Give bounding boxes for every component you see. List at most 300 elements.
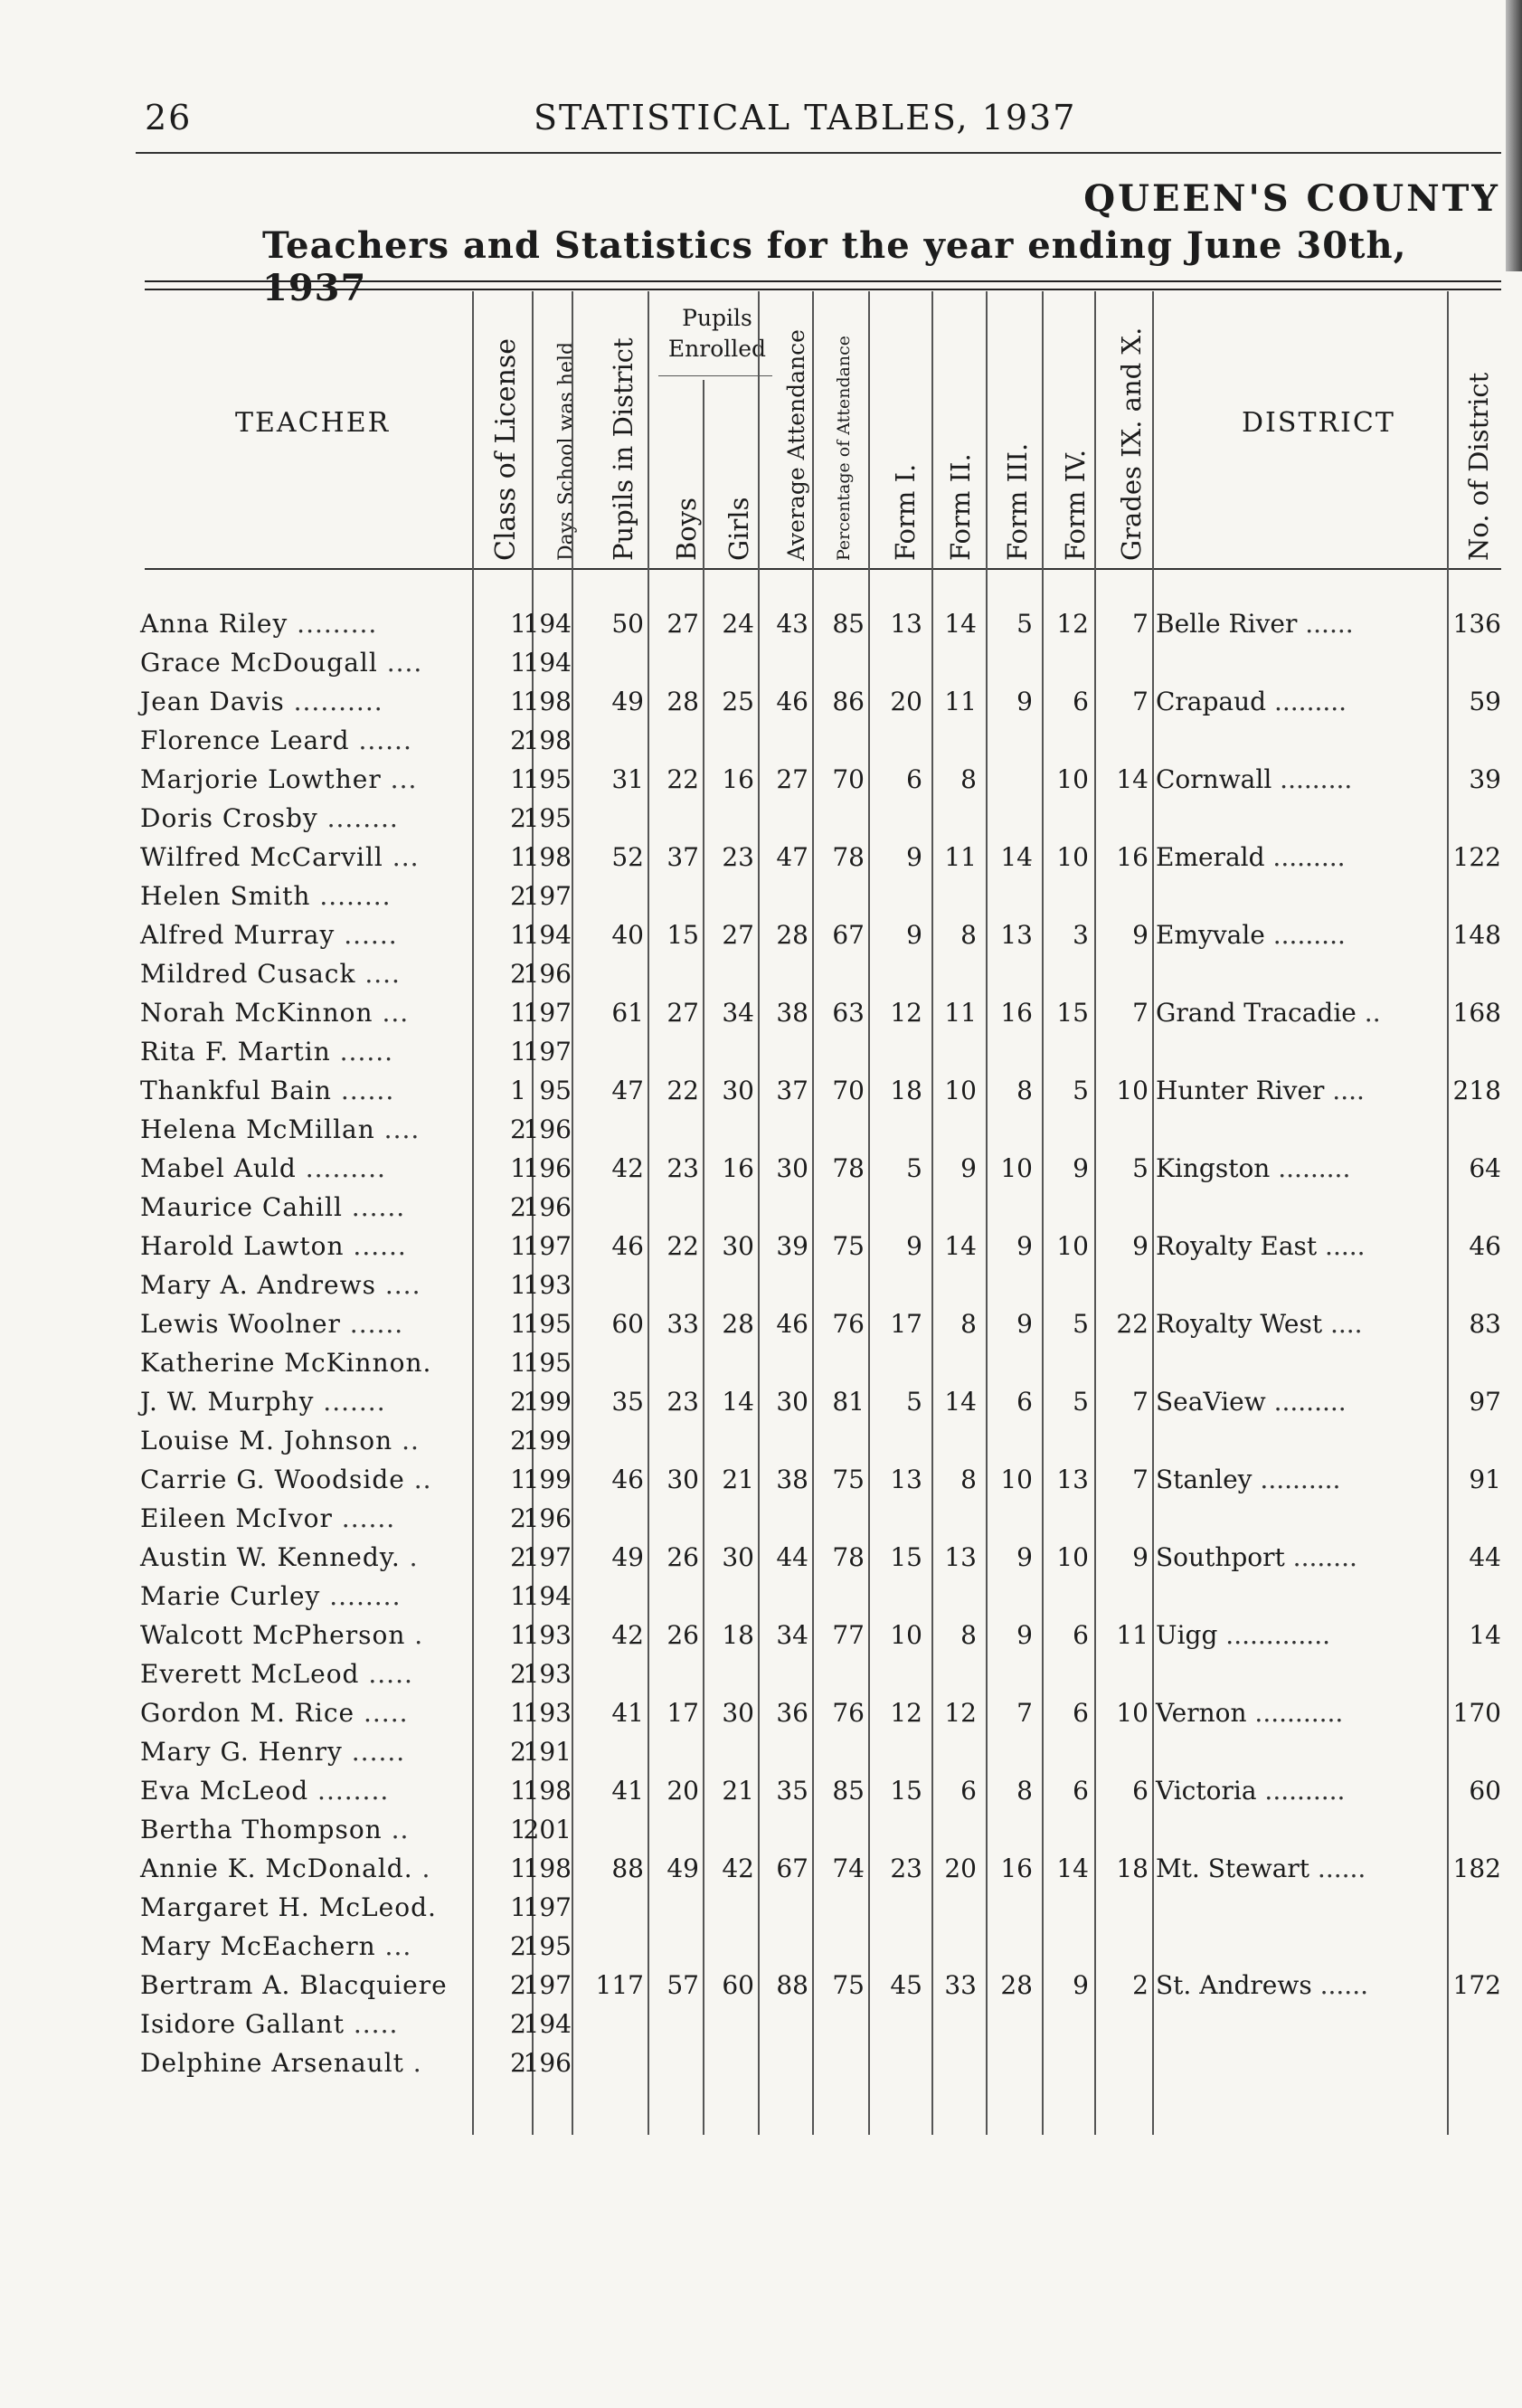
cell-avg: 30 — [776, 1153, 808, 1183]
cell-days: 198 — [523, 1853, 572, 1883]
teacher-name — [140, 803, 399, 833]
cell-lic: 2 — [510, 1503, 526, 1533]
cell-f1: 12 — [890, 998, 922, 1028]
cell-avg: 38 — [776, 998, 808, 1028]
district-name-text: Southport — [1156, 1542, 1285, 1572]
cell-boys: 15 — [666, 920, 699, 950]
cell-days: 197 — [523, 1970, 572, 2000]
cell-no: 172 — [1452, 1970, 1501, 2000]
cell-girls: 42 — [722, 1853, 754, 1883]
cell-girls: 23 — [722, 842, 754, 872]
cell-no: 97 — [1469, 1387, 1501, 1417]
cell-g9: 7 — [1132, 1465, 1149, 1494]
teacher-name-text: Mary McEachern — [140, 1931, 376, 1961]
cell-f1: 13 — [890, 1465, 922, 1494]
cell-f3: 16 — [1000, 998, 1033, 1028]
leader-dots: ... — [375, 1931, 412, 1961]
district-name-text: Hunter River — [1156, 1076, 1325, 1105]
column-header-boys: Boys — [671, 497, 702, 561]
leader-dots: ..... — [359, 1659, 413, 1689]
cell-f2: 11 — [944, 998, 977, 1028]
cell-f4: 13 — [1056, 1465, 1089, 1494]
teacher-name — [140, 1659, 413, 1689]
header-rule — [136, 152, 1501, 154]
leader-dots: ...... — [340, 1309, 404, 1339]
leader-dots: .... — [377, 648, 423, 678]
cell-girls: 16 — [722, 764, 754, 794]
cell-girls: 21 — [722, 1465, 754, 1494]
teacher-name-text: Mabel Auld — [140, 1153, 297, 1183]
cell-g9: 11 — [1116, 1620, 1149, 1650]
cell-f2: 13 — [944, 1542, 977, 1572]
cell-g9: 9 — [1132, 1231, 1149, 1261]
teacher-name — [140, 1542, 419, 1572]
teacher-name-text: Florence Leard — [140, 725, 350, 755]
teacher-name-text: Mary G. Henry — [140, 1737, 343, 1767]
column-header-class-of-license: Class of License — [490, 337, 522, 561]
leader-dots: . — [412, 1853, 431, 1883]
cell-days: 196 — [523, 1153, 572, 1183]
cell-boys: 37 — [666, 842, 699, 872]
running-head — [145, 98, 1501, 143]
leader-dots: ........ — [308, 1776, 390, 1806]
district-name — [1156, 1387, 1347, 1417]
cell-pct: 76 — [832, 1309, 865, 1339]
leader-dots: .... — [355, 959, 401, 989]
cell-days: 199 — [523, 1465, 572, 1494]
teacher-name — [140, 725, 412, 755]
cell-girls: 16 — [722, 1153, 754, 1183]
teacher-name-text: Norah McKinnon — [140, 998, 373, 1028]
district-name-text: Belle River — [1156, 609, 1298, 639]
teacher-name-text: Gordon M. Rice — [140, 1698, 355, 1728]
cell-days: 197 — [523, 998, 572, 1028]
cell-girls: 34 — [722, 998, 754, 1028]
cell-f3: 9 — [1016, 1309, 1033, 1339]
cell-f1: 15 — [890, 1542, 922, 1572]
cell-no: 59 — [1469, 687, 1501, 716]
teacher-name-text: Austin W. Kennedy. — [140, 1542, 401, 1572]
cell-g9: 9 — [1132, 920, 1149, 950]
cell-no: 182 — [1452, 1853, 1501, 1883]
leader-dots: ...... — [344, 1231, 407, 1261]
column-divider — [758, 291, 760, 2135]
cell-lic: 2 — [510, 1931, 526, 1961]
column-divider — [703, 380, 704, 2135]
leader-dots: ..... — [1317, 1231, 1366, 1261]
column-header-teacher: TEACHER — [235, 407, 391, 439]
cell-girls: 14 — [722, 1387, 754, 1417]
cell-f1: 6 — [906, 764, 922, 794]
district-name — [1156, 764, 1352, 794]
cell-pct: 77 — [832, 1620, 865, 1650]
cell-pupils: 117 — [595, 1970, 644, 2000]
teacher-name-text: Alfred Murray — [140, 920, 336, 950]
leader-dots: ......... — [1264, 920, 1346, 950]
cell-avg: 46 — [776, 1309, 808, 1339]
cell-avg: 44 — [776, 1542, 808, 1572]
cell-girls: 25 — [722, 687, 754, 716]
cell-f2: 11 — [944, 687, 977, 716]
cell-days: 193 — [523, 1270, 572, 1300]
teacher-name-text: Eva McLeod — [140, 1776, 309, 1806]
cell-f2: 10 — [944, 1076, 977, 1105]
cell-f1: 17 — [890, 1309, 922, 1339]
leader-dots: ...... — [330, 1037, 394, 1067]
leader-dots: ........ — [310, 881, 392, 911]
cell-no: 122 — [1452, 842, 1501, 872]
cell-days: 197 — [523, 881, 572, 911]
teacher-name — [140, 1581, 401, 1611]
cell-boys: 28 — [666, 687, 699, 716]
cell-avg: 88 — [776, 1970, 808, 2000]
teacher-name-text: Delphine Arsenault — [140, 2048, 404, 2078]
cell-lic: 1 — [510, 609, 526, 639]
cell-days: 196 — [523, 2048, 572, 2078]
cell-g9: 16 — [1116, 842, 1149, 872]
teacher-name-text: Katherine McKinnon. — [140, 1348, 432, 1378]
cell-lic: 1 — [510, 1309, 526, 1339]
cell-f3: 7 — [1016, 1698, 1033, 1728]
cell-days: 201 — [523, 1815, 572, 1844]
cell-f3: 9 — [1016, 687, 1033, 716]
cell-lic: 1 — [510, 1581, 526, 1611]
leader-dots: ......... — [1265, 1387, 1347, 1417]
teacher-name — [140, 1970, 448, 2000]
cell-no: 60 — [1469, 1776, 1501, 1806]
leader-dots: .. — [1356, 998, 1381, 1028]
cell-lic: 1 — [510, 764, 526, 794]
cell-girls: 24 — [722, 609, 754, 639]
teacher-name — [140, 842, 420, 872]
cell-f2: 8 — [960, 764, 977, 794]
teacher-name-text: Harold Lawton — [140, 1231, 345, 1261]
teacher-name-text: Anna Riley — [140, 609, 288, 639]
cell-lic: 2 — [510, 881, 526, 911]
district-name — [1156, 1465, 1340, 1494]
district-name-text: SeaView — [1156, 1387, 1266, 1417]
cell-avg: 43 — [776, 609, 808, 639]
cell-lic: 1 — [510, 842, 526, 872]
cell-boys: 17 — [666, 1698, 699, 1728]
cell-f1: 9 — [906, 1231, 922, 1261]
cell-lic: 2 — [510, 2009, 526, 2039]
cell-g9: 5 — [1132, 1153, 1149, 1183]
cell-f4: 5 — [1073, 1387, 1089, 1417]
cell-no: 91 — [1469, 1465, 1501, 1494]
cell-f3: 14 — [1000, 842, 1033, 872]
cell-f1: 10 — [890, 1620, 922, 1650]
cell-lic: 1 — [510, 1815, 526, 1844]
cell-days: 196 — [523, 1114, 572, 1144]
cell-pct: 78 — [832, 1153, 865, 1183]
cell-lic: 2 — [510, 1542, 526, 1572]
teacher-name-text: Mildred Cusack — [140, 959, 356, 989]
leader-dots: . — [403, 2048, 422, 2078]
district-name — [1156, 1542, 1357, 1572]
cell-days: 196 — [523, 1192, 572, 1222]
cell-f1: 9 — [906, 920, 922, 950]
header-title: STATISTICAL TABLES, 1937 — [534, 98, 1077, 137]
district-name — [1156, 998, 1381, 1028]
column-header-average-attendance: Average Attendance — [783, 329, 809, 561]
cell-lic: 1 — [510, 648, 526, 678]
cell-lic: 2 — [510, 1114, 526, 1144]
cell-f4: 12 — [1056, 609, 1089, 639]
cell-boys: 27 — [666, 609, 699, 639]
cell-days: 197 — [523, 1892, 572, 1922]
cell-boys: 22 — [666, 764, 699, 794]
teacher-name-text: Annie K. McDonald. — [140, 1853, 413, 1883]
cell-f1: 15 — [890, 1776, 922, 1806]
cell-f2: 6 — [960, 1776, 977, 1806]
column-header-pupils-in-district: Pupils in District — [608, 337, 638, 561]
district-name-text: Crapaud — [1156, 687, 1267, 716]
teacher-name-text: Isidore Gallant — [140, 2009, 345, 2039]
teacher-name-text: Jean Davis — [140, 687, 285, 716]
cell-pct: 63 — [832, 998, 865, 1028]
teacher-name-text: J. W. Murphy — [140, 1387, 315, 1417]
cell-boys: 26 — [666, 1542, 699, 1572]
leader-dots: .... — [375, 1270, 421, 1300]
leader-dots: ............. — [1217, 1620, 1331, 1650]
cell-f3: 10 — [1000, 1465, 1033, 1494]
cell-days: 194 — [523, 2009, 572, 2039]
cell-g9: 7 — [1132, 1387, 1149, 1417]
cell-lic: 2 — [510, 803, 526, 833]
teacher-name — [140, 648, 422, 678]
column-divider — [572, 291, 573, 2135]
cell-f2: 9 — [960, 1153, 977, 1183]
district-name — [1156, 1153, 1350, 1183]
cell-f2: 8 — [960, 920, 977, 950]
cell-f3: 28 — [1000, 1970, 1033, 2000]
district-name — [1156, 1076, 1365, 1105]
cell-boys: 30 — [666, 1465, 699, 1494]
district-name-text: Kingston — [1156, 1153, 1271, 1183]
cell-f1: 45 — [890, 1970, 922, 2000]
leader-dots: ......... — [1271, 764, 1353, 794]
cell-g9: 7 — [1132, 998, 1149, 1028]
cell-g9: 18 — [1116, 1853, 1149, 1883]
column-divider — [472, 291, 474, 2135]
cell-f4: 6 — [1073, 1776, 1089, 1806]
teacher-name-text: Rita F. Martin — [140, 1037, 331, 1067]
cell-pupils: 31 — [611, 764, 644, 794]
cell-f3: 13 — [1000, 920, 1033, 950]
cell-girls: 30 — [722, 1542, 754, 1572]
cell-f1: 5 — [906, 1387, 922, 1417]
cell-avg: 38 — [776, 1465, 808, 1494]
cell-pct: 75 — [832, 1970, 865, 2000]
cell-f1: 9 — [906, 842, 922, 872]
district-name — [1156, 1970, 1368, 2000]
column-divider — [986, 291, 988, 2135]
cell-boys: 57 — [666, 1970, 699, 2000]
district-name-text: Emerald — [1156, 842, 1265, 872]
teacher-name — [140, 1503, 395, 1533]
teacher-name — [140, 1853, 430, 1883]
cell-no: 44 — [1469, 1542, 1501, 1572]
cell-pct: 70 — [832, 1076, 865, 1105]
district-name-text: Mt. Stewart — [1156, 1853, 1310, 1883]
cell-avg: 37 — [776, 1076, 808, 1105]
cell-pupils: 41 — [611, 1698, 644, 1728]
cell-boys: 22 — [666, 1231, 699, 1261]
column-divider — [1447, 291, 1449, 2135]
cell-lic: 2 — [510, 2048, 526, 2078]
leader-dots: ..... — [355, 1698, 409, 1728]
leader-dots: .......... — [1256, 1776, 1346, 1806]
column-header-percentage-attendance: Percentage of Attendance — [834, 335, 854, 561]
cell-days: 95 — [539, 1076, 572, 1105]
cell-days: 195 — [523, 1931, 572, 1961]
leader-dots: .. — [404, 1465, 432, 1494]
cell-lic: 1 — [510, 1698, 526, 1728]
teacher-name — [140, 1426, 420, 1455]
column-header-form-2: Form II. — [945, 453, 976, 561]
cell-avg: 67 — [776, 1853, 808, 1883]
teacher-name — [140, 959, 401, 989]
leader-dots: ...... — [342, 1192, 406, 1222]
teacher-name-text: Bertram A. Blacquiere — [140, 1970, 448, 2000]
teacher-name-text: Marie Curley — [140, 1581, 321, 1611]
cell-no: 46 — [1469, 1231, 1501, 1261]
teacher-name-text: Maurice Cahill — [140, 1192, 343, 1222]
cell-boys: 23 — [666, 1153, 699, 1183]
cell-f3: 9 — [1016, 1542, 1033, 1572]
column-divider — [812, 291, 814, 2135]
cell-f4: 9 — [1073, 1970, 1089, 2000]
cell-f2: 14 — [944, 1387, 977, 1417]
cell-g9: 7 — [1132, 609, 1149, 639]
leader-dots: ...... — [331, 1076, 395, 1105]
cell-lic: 1 — [510, 1270, 526, 1300]
cell-f2: 12 — [944, 1698, 977, 1728]
leader-dots: ......... — [1266, 687, 1347, 716]
district-name — [1156, 1309, 1363, 1339]
cell-lic: 1 — [510, 1348, 526, 1378]
cell-f4: 6 — [1073, 1698, 1089, 1728]
district-name — [1156, 1231, 1366, 1261]
column-divider — [1094, 291, 1096, 2135]
cell-avg: 36 — [776, 1698, 808, 1728]
pupils-enrolled-rule — [658, 375, 772, 376]
district-name — [1156, 1853, 1366, 1883]
cell-lic: 1 — [510, 1231, 526, 1261]
column-divider — [1042, 291, 1044, 2135]
column-header-form-1: Form I. — [890, 463, 921, 561]
cell-no: 39 — [1469, 764, 1501, 794]
cell-girls: 30 — [722, 1076, 754, 1105]
leader-dots: ....... — [314, 1387, 386, 1417]
district-name-text: Stanley — [1156, 1465, 1253, 1494]
cell-boys: 20 — [666, 1776, 699, 1806]
cell-girls: 21 — [722, 1776, 754, 1806]
cell-pct: 85 — [832, 609, 865, 639]
cell-lic: 1 — [510, 1465, 526, 1494]
leader-dots: ........ — [1284, 1542, 1357, 1572]
cell-pct: 70 — [832, 764, 865, 794]
cell-boys: 23 — [666, 1387, 699, 1417]
cell-girls: 28 — [722, 1309, 754, 1339]
cell-f4: 10 — [1056, 764, 1089, 794]
district-name — [1156, 1776, 1345, 1806]
cell-pupils: 50 — [611, 609, 644, 639]
cell-lic: 1 — [510, 1153, 526, 1183]
cell-days: 197 — [523, 1542, 572, 1572]
cell-pupils: 49 — [611, 687, 644, 716]
teacher-name-text: Grace McDougall — [140, 648, 378, 678]
cell-days: 193 — [523, 1620, 572, 1650]
leader-dots: ... — [373, 998, 410, 1028]
cell-lic: 1 — [510, 1076, 526, 1105]
cell-f3: 10 — [1000, 1153, 1033, 1183]
column-divider — [931, 291, 933, 2135]
teacher-name-text: Mary A. Andrews — [140, 1270, 376, 1300]
cell-pupils: 35 — [611, 1387, 644, 1417]
cell-pupils: 49 — [611, 1542, 644, 1572]
cell-f4: 14 — [1056, 1853, 1089, 1883]
cell-avg: 46 — [776, 687, 808, 716]
teacher-name-text: Everett McLeod — [140, 1659, 360, 1689]
cell-pupils: 52 — [611, 842, 644, 872]
cell-avg: 35 — [776, 1776, 808, 1806]
teacher-name-text: Wilfred McCarvill — [140, 842, 383, 872]
cell-f1: 20 — [890, 687, 922, 716]
teacher-name — [140, 609, 377, 639]
leader-dots: ......... — [1264, 842, 1346, 872]
cell-days: 193 — [523, 1659, 572, 1689]
cell-days: 196 — [523, 1503, 572, 1533]
leader-dots: .... — [1322, 1309, 1363, 1339]
cell-f1: 5 — [906, 1153, 922, 1183]
cell-avg: 27 — [776, 764, 808, 794]
column-header-girls: Girls — [723, 497, 754, 561]
teacher-name — [140, 1076, 394, 1105]
cell-boys: 27 — [666, 998, 699, 1028]
teacher-name — [140, 1815, 409, 1844]
cell-lic: 1 — [510, 920, 526, 950]
cell-pupils: 42 — [611, 1620, 644, 1650]
cell-f3: 16 — [1000, 1853, 1033, 1883]
teacher-name-text: Lewis Woolner — [140, 1309, 341, 1339]
cell-f4: 6 — [1073, 1620, 1089, 1650]
table-subtitle: Teachers and Statistics for the year ending June 30th, 1937 — [262, 224, 1407, 309]
column-header-days-school-held: Days School was held — [555, 341, 578, 561]
cell-f3: 5 — [1016, 609, 1033, 639]
cell-f1: 23 — [890, 1853, 922, 1883]
cell-lic: 2 — [510, 1970, 526, 2000]
cell-f4: 10 — [1056, 1542, 1089, 1572]
teacher-name — [140, 1231, 407, 1261]
district-name-text: Grand Tracadie — [1156, 998, 1357, 1028]
cell-g9: 9 — [1132, 1542, 1149, 1572]
district-name — [1156, 609, 1354, 639]
cell-lic: 1 — [510, 1776, 526, 1806]
cell-pct: 85 — [832, 1776, 865, 1806]
leader-dots: ........ — [317, 803, 399, 833]
cell-no: 170 — [1452, 1698, 1501, 1728]
cell-pct: 78 — [832, 1542, 865, 1572]
cell-pupils: 47 — [611, 1076, 644, 1105]
cell-pupils: 60 — [611, 1309, 644, 1339]
cell-g9: 10 — [1116, 1698, 1149, 1728]
cell-g9: 14 — [1116, 764, 1149, 794]
cell-days: 198 — [523, 687, 572, 716]
cell-g9: 22 — [1116, 1309, 1149, 1339]
district-name-text: Victoria — [1156, 1776, 1257, 1806]
